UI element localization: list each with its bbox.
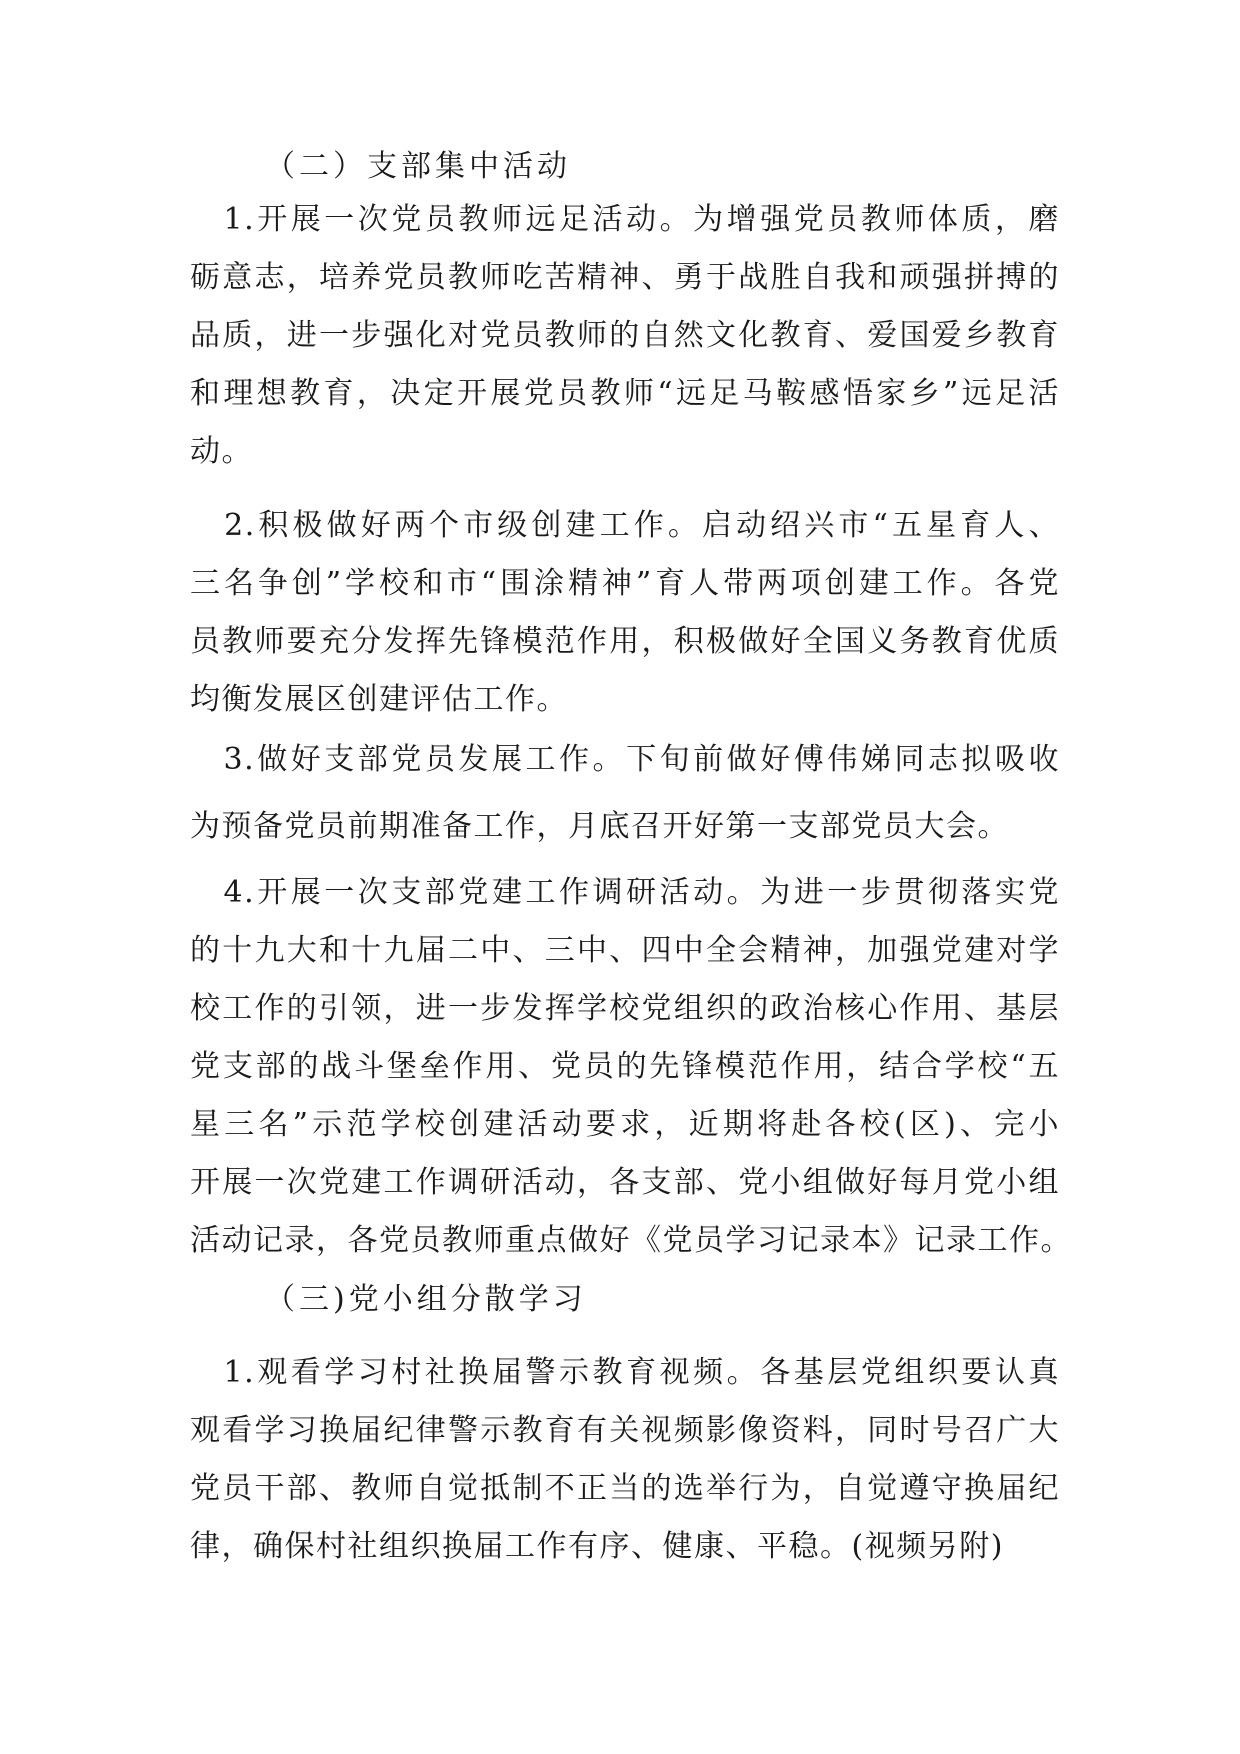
paragraph-line: 2.积极做好两个市级创建工作。启动绍兴市“五星育人、	[190, 508, 1060, 543]
paragraph-line: 砺意志，培养党员教师吃苦精神、勇于战胜自我和顽强拼搏的	[190, 260, 1060, 295]
paragraph-line: 和理想教育，决定开展党员教师“远足马鞍感悟家乡”远足活	[190, 376, 1060, 411]
paragraph-line: 星三名”示范学校创建活动要求，近期将赴各校(区)、完小	[190, 1107, 1060, 1142]
paragraph-line: 员教师要充分发挥先锋模范作用，积极做好全国义务教育优质	[190, 624, 1060, 659]
paragraph-line: 活动记录，各党员教师重点做好《党员学习记录本》记录工作。	[190, 1223, 1072, 1258]
paragraph-line: 4.开展一次支部党建工作调研活动。为进一步贯彻落实党	[190, 875, 1060, 910]
paragraph-line: 3.做好支部党员发展工作。下旬前做好傅伟娣同志拟吸收	[190, 742, 1060, 777]
section-heading-3: （三)党小组分散学习	[265, 1282, 587, 1317]
paragraph-line: 律，确保村社组织换届工作有序、健康、平稳。(视频另附)	[190, 1529, 1004, 1564]
paragraph-line: 均衡发展区创建评估工作。	[190, 682, 568, 717]
paragraph-line: 动。	[190, 434, 253, 469]
paragraph-line: 校工作的引领，进一步发挥学校党组织的政治核心作用、基层	[190, 991, 1060, 1026]
paragraph-line: 为预备党员前期准备工作，月底召开好第一支部党员大会。	[190, 809, 1009, 844]
paragraph-line: 开展一次党建工作调研活动，各支部、党小组做好每月党小组	[190, 1165, 1060, 1200]
paragraph-line: 的十九大和十九届二中、三中、四中全会精神，加强党建对学	[190, 933, 1060, 968]
section-heading-2: （二）支部集中活动	[265, 149, 571, 184]
paragraph-line: 1.开展一次党员教师远足活动。为增强党员教师体质，磨	[190, 202, 1060, 237]
paragraph-line: 观看学习换届纪律警示教育有关视频影像资料，同时号召广大	[190, 1413, 1060, 1448]
paragraph-line: 党支部的战斗堡垒作用、党员的先锋模范作用，结合学校“五	[190, 1049, 1060, 1084]
paragraph-line: 1.观看学习村社换届警示教育视频。各基层党组织要认真	[190, 1355, 1060, 1390]
paragraph-line: 党员干部、教师自觉抵制不正当的选举行为，自觉遵守换届纪	[190, 1471, 1060, 1506]
paragraph-line: 品质，进一步强化对党员教师的自然文化教育、爱国爱乡教育	[190, 318, 1060, 353]
paragraph-line: 三名争创”学校和市“围涂精神”育人带两项创建工作。各党	[190, 566, 1060, 601]
